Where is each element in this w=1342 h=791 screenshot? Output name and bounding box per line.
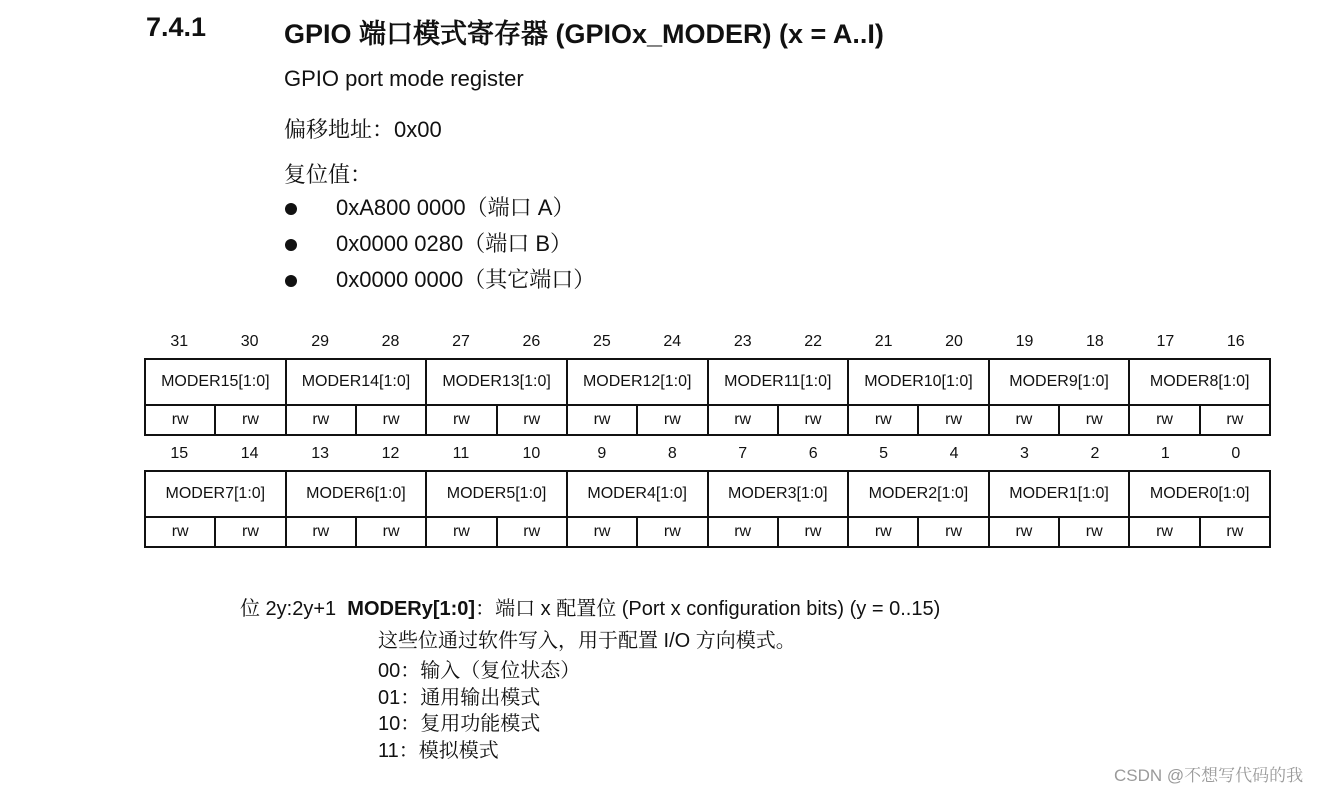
access-cell: rw (918, 405, 988, 435)
access-row (145, 405, 1270, 435)
bit-number: 7 (738, 445, 748, 462)
reset-value-list (284, 194, 595, 302)
bit-number: 12 (381, 445, 400, 462)
access-cell: rw (1129, 517, 1199, 547)
bit-number: 5 (879, 445, 889, 462)
bit-number: 15 (170, 445, 189, 462)
bit-number: 8 (667, 445, 677, 462)
access-cell: rw (145, 517, 215, 547)
field-cell: MODER11[1:0] (708, 359, 849, 405)
field-cell: MODER5[1:0] (426, 471, 567, 517)
access-cell: rw (708, 517, 778, 547)
bit-number: 25 (592, 333, 611, 350)
bit-numbers-upper (144, 331, 1271, 353)
field-cell: MODER2[1:0] (848, 471, 989, 517)
access-cell: rw (1200, 405, 1270, 435)
access-cell: rw (286, 405, 356, 435)
bit-range: 位 2y:2y+1 (240, 598, 337, 620)
field-cell: MODER9[1:0] (989, 359, 1130, 405)
bit-number: 17 (1156, 333, 1175, 350)
description-line: 10：复用功能模式 (378, 713, 541, 735)
access-cell: rw (848, 405, 918, 435)
register-table-upper (144, 358, 1271, 436)
reset-value-item: 0xA800 0000（端口 A） (284, 194, 595, 230)
bit-number: 4 (949, 445, 959, 462)
bit-number: 20 (945, 333, 963, 350)
access-cell: rw (1200, 517, 1270, 547)
bit-number: 18 (1086, 333, 1104, 350)
field-cell: MODER8[1:0] (1129, 359, 1270, 405)
bit-number: 10 (522, 445, 541, 462)
bit-number: 2 (1090, 445, 1100, 462)
bit-number: 28 (381, 333, 400, 350)
field-cell: MODER13[1:0] (426, 359, 567, 405)
bit-number: 27 (452, 333, 470, 350)
access-cell: rw (567, 517, 637, 547)
reset-value-item: 0x0000 0000（其它端口） (284, 266, 595, 302)
bit-number: 9 (597, 445, 607, 462)
access-cell: rw (918, 517, 988, 547)
access-cell: rw (215, 517, 285, 547)
bit-number: 26 (522, 333, 541, 350)
bit-number: 24 (663, 333, 682, 350)
description-line: 11：模拟模式 (378, 740, 499, 762)
field-row (145, 471, 1270, 517)
access-cell: rw (989, 405, 1059, 435)
field-cell: MODER1[1:0] (989, 471, 1130, 517)
watermark: CSDN @不想写代码的我 (1114, 766, 1304, 785)
bit-number: 16 (1226, 333, 1245, 350)
field-cell: MODER7[1:0] (145, 471, 286, 517)
field-cell: MODER4[1:0] (567, 471, 708, 517)
bit-number: 0 (1231, 445, 1241, 462)
reset-value-item: 0x0000 0280（端口 B） (284, 230, 595, 266)
access-cell: rw (426, 517, 496, 547)
bit-number: 3 (1020, 445, 1029, 462)
access-cell: rw (145, 405, 215, 435)
bit-field-heading (240, 592, 940, 621)
reset-value-label: 复位值： (284, 162, 373, 187)
bit-number: 31 (170, 333, 189, 350)
field-cell: MODER14[1:0] (286, 359, 427, 405)
access-cell: rw (708, 405, 778, 435)
bit-number: 11 (452, 445, 470, 462)
access-cell: rw (426, 405, 496, 435)
description-line: 01：通用输出模式 (378, 687, 541, 709)
bit-number: 21 (874, 333, 893, 350)
field-cell: MODER6[1:0] (286, 471, 427, 517)
bit-number: 29 (311, 333, 329, 350)
bit-number: 14 (240, 445, 259, 462)
access-cell: rw (778, 405, 848, 435)
description-line: 00：输入（复位状态） (378, 660, 581, 682)
access-cell: rw (356, 517, 426, 547)
field-name: MODERy[1:0] (347, 598, 476, 620)
description-line: 这些位通过软件写入，用于配置 I/O 方向模式。 (378, 630, 796, 652)
bit-number: 19 (1015, 333, 1034, 350)
bit-number: 13 (311, 445, 329, 462)
field-cell: MODER3[1:0] (708, 471, 849, 517)
section-number: 7.4.1 (146, 12, 207, 42)
access-cell: rw (989, 517, 1059, 547)
access-cell: rw (637, 517, 707, 547)
bit-number: 1 (1160, 445, 1170, 462)
access-cell: rw (215, 405, 285, 435)
access-cell: rw (356, 405, 426, 435)
offset-address: 偏移地址：0x00 (284, 117, 442, 142)
access-cell: rw (286, 517, 356, 547)
field-summary: ：端口 x 配置位 (Port x configuration bits) (y = 0..15) (475, 598, 941, 620)
bit-number: 6 (808, 445, 818, 462)
access-row (145, 517, 1270, 547)
bullet-icon (285, 203, 297, 215)
bit-number: 23 (733, 333, 752, 350)
access-cell: rw (778, 517, 848, 547)
access-cell: rw (497, 405, 567, 435)
bullet-icon (285, 275, 297, 287)
access-cell: rw (1059, 405, 1129, 435)
access-cell: rw (497, 517, 567, 547)
access-cell: rw (1059, 517, 1129, 547)
field-cell: MODER12[1:0] (567, 359, 708, 405)
access-cell: rw (1129, 405, 1199, 435)
register-english-name: GPIO port mode register (284, 66, 524, 91)
bit-number: 22 (804, 333, 823, 350)
bullet-icon (285, 239, 297, 251)
bit-number: 30 (240, 333, 259, 350)
field-row (145, 359, 1270, 405)
register-table-lower (144, 470, 1271, 548)
access-cell: rw (848, 517, 918, 547)
access-cell: rw (567, 405, 637, 435)
field-cell: MODER15[1:0] (145, 359, 286, 405)
bit-numbers-lower (144, 443, 1271, 465)
field-cell: MODER0[1:0] (1129, 471, 1270, 517)
field-cell: MODER10[1:0] (848, 359, 989, 405)
section-title: GPIO 端口模式寄存器 (GPIOx_MODER) (x = A..I) (284, 19, 884, 49)
access-cell: rw (637, 405, 707, 435)
